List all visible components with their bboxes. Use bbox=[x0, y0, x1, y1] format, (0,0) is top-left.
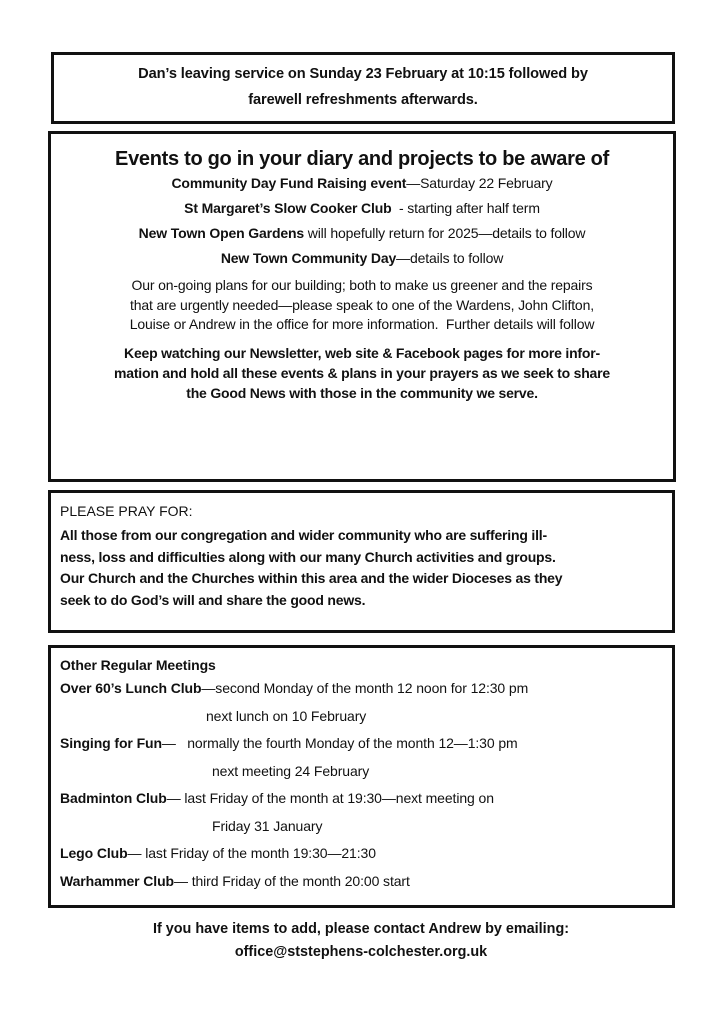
building-plans-line: that are urgently needed—please speak to one of the Wardens, John Clifton, bbox=[130, 296, 594, 313]
meeting-item bbox=[60, 789, 672, 817]
event-detail: - starting after half term bbox=[391, 200, 540, 216]
meeting-detail: — third Friday of the month 20:00 start bbox=[174, 872, 410, 889]
event-detail: —Saturday 22 February bbox=[406, 175, 553, 191]
event-name: New Town Community Day bbox=[220, 250, 397, 266]
prayer-box bbox=[48, 490, 675, 633]
event-name: St Margaret’s Slow Cooker Club bbox=[184, 200, 392, 216]
event-detail: —details to follow bbox=[396, 250, 504, 266]
keep-watching-line: Keep watching our Newsletter, web site & Facebook pages for more infor- bbox=[124, 344, 600, 361]
event-name: Community Day Fund Raising event bbox=[171, 175, 407, 191]
contact-email-link[interactable]: office@ststephens-colchester.org.uk bbox=[234, 944, 488, 960]
meeting-item bbox=[60, 734, 672, 762]
meeting-detail: — last Friday of the month at 19:30—next meeting on bbox=[166, 790, 494, 806]
announcement-line-2: farewell refreshments afterwards. bbox=[248, 92, 478, 108]
contact-footer bbox=[0, 918, 722, 964]
prayer-line: All those from our congregation and wider community who are suffering ill- bbox=[60, 527, 547, 543]
announcement-box bbox=[51, 52, 675, 124]
meetings-heading: Other Regular Meetings bbox=[60, 657, 216, 673]
meeting-next: next meeting 24 February bbox=[212, 762, 370, 779]
announcement-line-1: Dan’s leaving service on Sunday 23 February at 10:15 followed by bbox=[138, 66, 588, 82]
events-title: Events to go in your diary and projects to be aware of bbox=[115, 148, 609, 170]
meeting-name: Singing for Fun bbox=[60, 735, 162, 751]
keep-watching-line: the Good News with those in the community we serve. bbox=[186, 384, 538, 401]
meeting-name: Warhammer Club bbox=[60, 872, 174, 889]
meeting-detail: — last Friday of the month 19:30—21:30 bbox=[127, 845, 376, 861]
building-plans-line: Our on-going plans for our building; both to make us greener and the repairs bbox=[131, 277, 593, 293]
event-detail: will hopefully return for 2025—details to follow bbox=[304, 225, 586, 241]
event-item bbox=[51, 224, 673, 242]
contact-text: If you have items to add, please contact Andrew by emailing: bbox=[152, 921, 570, 937]
prayer-line: Our Church and the Churches within this area and the wider Dioceses as they bbox=[60, 570, 563, 586]
building-plans-paragraph bbox=[51, 276, 673, 335]
meeting-item bbox=[60, 679, 672, 707]
prayer-text bbox=[60, 525, 672, 611]
keep-watching-paragraph bbox=[51, 343, 673, 403]
event-name: New Town Open Gardens bbox=[138, 225, 305, 241]
meeting-name: Over 60’s Lunch Club bbox=[60, 680, 202, 696]
meeting-detail: —second Monday of the month 12 noon for 12:30 pm bbox=[201, 680, 529, 696]
meeting-next: Friday 31 January bbox=[212, 817, 323, 834]
meeting-detail: — normally the fourth Monday of the month 12—1:30 pm bbox=[161, 735, 518, 751]
meeting-name: Badminton Club bbox=[60, 790, 167, 806]
building-plans-line: Louise or Andrew in the office for more information. Further details will follow bbox=[129, 316, 595, 332]
event-item bbox=[51, 199, 673, 217]
events-box bbox=[48, 131, 676, 482]
prayer-heading: PLEASE PRAY FOR: bbox=[60, 503, 193, 519]
meeting-next: next lunch on 10 February bbox=[206, 707, 367, 724]
event-item bbox=[51, 249, 673, 267]
prayer-line: seek to do God’s will and share the good news. bbox=[60, 591, 366, 608]
meeting-item bbox=[60, 844, 672, 872]
prayer-line: ness, loss and difficulties along with our many Church activities and groups. bbox=[60, 548, 556, 565]
meetings-box bbox=[48, 645, 675, 908]
meeting-item bbox=[60, 872, 672, 900]
event-item bbox=[51, 174, 673, 192]
meeting-name: Lego Club bbox=[60, 845, 128, 861]
keep-watching-line: mation and hold all these events & plans in your prayers as we seek to share bbox=[114, 364, 610, 381]
